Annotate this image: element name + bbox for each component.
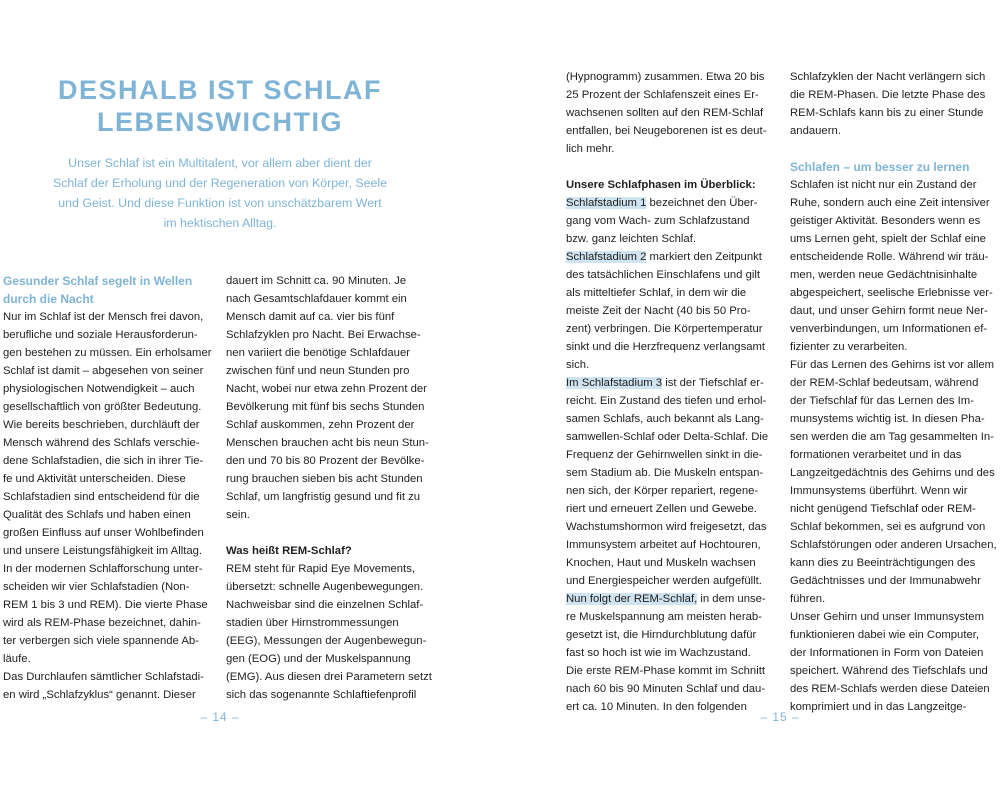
text-line: funktionieren dabei wie ein Computer, <box>790 629 980 641</box>
text-line: sem Stadium ab. Die Muskeln entspan- <box>566 467 764 479</box>
text-line: sich das sogenannte Schlaftiefenprofil <box>226 689 417 701</box>
text-line: Wachstumshormon wird freigesetzt, das <box>566 521 767 533</box>
title-line-1: DESHALB IST SCHLAF <box>58 75 382 105</box>
text-line: Immunsystem arbeitet auf Hochtouren, <box>566 539 761 551</box>
stage-1-text: bezeichnet den Über- <box>646 197 758 209</box>
text-line: REM 1 bis 3 und REM). Die vierte Phase <box>3 599 208 611</box>
text-line: Die erste REM-Phase kommt im Schnitt <box>566 665 766 677</box>
text-line: stadien über Hirnstrommessungen <box>226 617 399 629</box>
intro-lead <box>48 153 392 233</box>
text-line: großen Einfluss auf unser Wohlbefinden <box>3 527 204 539</box>
section-heading-phases: Unsere Schlafphasen im Überblick: <box>566 179 756 191</box>
text-line: reicht. Ein Zustand des tiefen und erhol- <box>566 395 767 407</box>
text-line: Gedächtnisses und der Immunabwehr <box>790 575 981 587</box>
text-line: Mensch damit auf ca. vier bis fünf <box>226 311 395 323</box>
text-line: wachsenen sollten auf den REM-Schlaf <box>566 107 764 119</box>
text-line: die REM-Phasen. Die letzte Phase des <box>790 89 986 101</box>
stage-1-lead <box>566 194 778 212</box>
highlight-stage-1: Schlafstadium 1 <box>566 197 647 209</box>
text-line: nen sich, der Körper repariert, regene- <box>566 485 759 497</box>
text-line: Unser Gehirn und unser Immunsystem <box>790 611 985 623</box>
text-line: Immunsystems überführt. Wenn wir <box>790 485 968 497</box>
text-line: lich mehr. <box>566 143 615 155</box>
text-line: (EMG). Aus diesen drei Parametern setzt <box>226 671 432 683</box>
text-line: Bevölkerung mit fünf bis sechs Stunden <box>226 401 425 413</box>
text-line: Schlafzyklen der Nacht verlängern sich <box>790 71 986 83</box>
highlight-stage-3: Im Schlafstadium 3 <box>566 377 663 389</box>
left-page <box>0 0 440 800</box>
text-line: den und 70 bis 80 Prozent der Bevölke- <box>226 455 425 467</box>
text-line: andauern. <box>790 125 841 137</box>
right-column-2 <box>790 68 1000 716</box>
text-line: Frequenz der Gehirnwellen sinkt in die- <box>566 449 763 461</box>
text-line: zent) verbringen. Die Körpertemperatur <box>566 323 763 335</box>
lead-line: und Geist. Und diese Funktion ist von unschätzbarem Wert <box>58 196 382 210</box>
text-line: speichert. Während des Tiefschlafs und <box>790 665 988 677</box>
text-line: sinkt und die Herzfrequenz verlangsamt <box>566 341 766 353</box>
text-line: REM-Schlafs kann bis zu einer Stunde <box>790 107 984 119</box>
text-line: als mitteltiefer Schlaf, in dem wir die <box>566 287 747 299</box>
rem-text: in dem unse- <box>697 593 766 605</box>
highlight-rem: Nun folgt der REM-Schlaf, <box>566 593 698 605</box>
text-line: (Hypnogramm) zusammen. Etwa 20 bis <box>566 71 765 83</box>
text-line: In der modernen Schlafforschung unter- <box>3 563 203 575</box>
text-line: Wie bereits beschrieben, durchläuft der <box>3 419 200 431</box>
text-line: Nacht, wobei nur etwa zehn Prozent der <box>226 383 427 395</box>
text-line: der Informationen in Form von Dateien <box>790 647 984 659</box>
text-line: rung brauchen sieben bis acht Stunden <box>226 473 423 485</box>
text-line: kann dies zu Beeinträchtigungen des <box>790 557 976 569</box>
text-line: übersetzt: schnelle Augenbewegungen. <box>226 581 424 593</box>
text-line: gang vom Wach- zum Schlafzustand <box>566 215 750 227</box>
rem-lead <box>566 590 778 608</box>
text-line: gen (EOG) und der Muskelspannung <box>226 653 411 665</box>
text-line: dauert im Schnitt ca. 90 Minuten. Je <box>226 275 407 287</box>
text-line: Schlaf bekommen, sei es aufgrund von <box>790 521 986 533</box>
text-line: Das Durchlaufen sämtlicher Schlafstadi- <box>3 671 204 683</box>
text-line: Nur im Schlaf ist der Mensch frei davon, <box>3 311 204 323</box>
text-line: zwischen fünf und neun Stunden pro <box>226 365 410 377</box>
text-line: nach 60 bis 90 Minuten Schlaf und dau- <box>566 683 766 695</box>
text-line: wird als REM-Phase bezeichnet, dahin- <box>3 617 201 629</box>
text-line: Schlaf ist damit – abgesehen von seiner <box>3 365 204 377</box>
highlight-stage-2: Schlafstadium 2 <box>566 251 647 263</box>
text-line: berufliche und soziale Herausforderun- <box>3 329 198 341</box>
text-line: geistiger Aktivität. Besonders wenn es <box>790 215 981 227</box>
text-line: fast so hoch ist wie im Wachzustand. <box>566 647 751 659</box>
right-page <box>560 0 1000 800</box>
text-line: gesetzt ist, die Hirndurchblutung dafür <box>566 629 757 641</box>
text-line: abgespeichert, seelische Erlebnisse ver- <box>790 287 993 299</box>
text-line: entscheidende Rolle. Während wir träu- <box>790 251 989 263</box>
text-line: des REM-Schlafs werden diese Dateien <box>790 683 990 695</box>
text-line: Knochen, Haut und Muskeln wachsen <box>566 557 756 569</box>
text-line: venverbindungen, um Informationen ef- <box>790 323 988 335</box>
stage-3-lead <box>566 374 778 392</box>
text-line: meiste Zeit der Nacht (40 bis 50 Pro- <box>566 305 751 317</box>
text-line: Schlafzyklen pro Nacht. Bei Erwachse- <box>226 329 421 341</box>
text-line: Für das Lernen des Gehirns ist vor allem <box>790 359 995 371</box>
text-line: nen variiert die benötige Schlafdauer <box>226 347 411 359</box>
text-line: Schlafstadien sind entscheidend für die <box>3 491 200 503</box>
text-line: Nachweisbar sind die einzelnen Schlaf- <box>226 599 424 611</box>
text-line: sen werden die am Tag gesammelten In- <box>790 431 994 443</box>
text-line: fizienter zu verarbeiten. <box>790 341 908 353</box>
text-line: riert und erneuert Zellen und Gewebe. <box>566 503 757 515</box>
text-line: Ruhe, sondern auch eine Zeit intensiver <box>790 197 990 209</box>
page-number-left: – 14 – <box>200 710 240 724</box>
text-line: entfallen, bei Neugeborenen ist es deut- <box>566 125 767 137</box>
text-line: Mensch während des Schlafs verschie- <box>3 437 200 449</box>
lead-line: Schlaf der Erholung und der Regeneration von Körper, Seele <box>52 176 388 190</box>
text-line: Langzeitgedächtnis des Gehirns und des <box>790 467 995 479</box>
text-line: läufe. <box>3 653 31 665</box>
section-heading-line: Gesunder Schlaf segelt in Wellen <box>3 274 193 288</box>
text-line: Schlafstörungen oder anderen Ursachen, <box>790 539 997 551</box>
text-line: men, werden neue Gedächtnisinhalte <box>790 269 978 281</box>
left-column-2 <box>226 272 438 704</box>
stage-2-lead <box>566 248 778 266</box>
text-line: en wird „Schlafzyklus“ genannt. Dieser <box>3 689 196 701</box>
section-heading-rem: Was heißt REM-Schlaf? <box>226 545 352 557</box>
title-line-2: LEBENSWICHTIG <box>97 107 343 137</box>
lead-line: Unser Schlaf ist ein Multitalent, vor allem aber dient der <box>68 156 372 170</box>
text-line: sich. <box>566 359 590 371</box>
text-line: ter verbergen sich viele spannende Ab- <box>3 635 199 647</box>
text-line: gesellschaftlich von größter Bedeutung. <box>3 401 202 413</box>
text-line: Menschen brauchen acht bis neun Stun- <box>226 437 429 449</box>
text-line: und Energiespeicher werden aufgefüllt. <box>566 575 762 587</box>
text-line: der REM-Schlaf bedeutsam, während <box>790 377 979 389</box>
text-line: ums Lernen geht, spielt der Schlaf eine <box>790 233 986 245</box>
text-line: dene Schlafstadien, die sich in ihrer Tie- <box>3 455 204 467</box>
right-column-1 <box>566 68 778 716</box>
text-line: munsystems wichtig ist. In diesen Pha- <box>790 413 985 425</box>
text-line: Schlaf, um langfristig gesund und fit zu <box>226 491 421 503</box>
text-line: formationen verarbeitet und in das <box>790 449 962 461</box>
page-number-right: – 15 – <box>760 710 800 724</box>
text-line: Schlaf auskommen, zehn Prozent der <box>226 419 415 431</box>
text-line: re Muskelspannung am meisten herab- <box>566 611 762 623</box>
text-line: ert ca. 10 Minuten. In den folgenden <box>566 701 747 713</box>
section-heading-line: durch die Nacht <box>3 292 94 306</box>
text-line: REM steht für Rapid Eye Movements, <box>226 563 415 575</box>
text-line: 25 Prozent der Schlafenszeit eines Er- <box>566 89 759 101</box>
text-line: Qualität des Schlafs und haben einen <box>3 509 191 521</box>
text-line: Schlafen ist nicht nur ein Zustand der <box>790 179 977 191</box>
text-line: physiologischen Notwendigkeit – auch <box>3 383 195 395</box>
left-column-1 <box>3 272 215 704</box>
stage-3-text: ist der Tiefschlaf er- <box>662 377 764 389</box>
text-line: samwellen-Schlaf oder Delta-Schlaf. Die <box>566 431 769 443</box>
text-line: nach Gesamtschlafdauer kommt ein <box>226 293 407 305</box>
text-line: und unsere Leistungsfähigkeit im Alltag. <box>3 545 203 557</box>
section-heading-learning: Schlafen – um besser zu lernen <box>790 160 970 174</box>
page-title <box>50 74 390 138</box>
text-line: fe und Aktivität unterscheiden. Diese <box>3 473 186 485</box>
text-line: daut, und unser Gehirn formt neue Ner- <box>790 305 988 317</box>
text-line: führen. <box>790 593 826 605</box>
text-line: der Tiefschlaf für das Lernen des Im- <box>790 395 974 407</box>
text-line: komprimiert und in das Langzeitge- <box>790 701 967 713</box>
text-line: nicht genügend Tiefschlaf oder REM- <box>790 503 976 515</box>
text-line: scheiden wir vier Schlafstadien (Non- <box>3 581 190 593</box>
text-line: bzw. ganz leichten Schlaf. <box>566 233 696 245</box>
text-line: samen Schlafs, auch bekannt als Lang- <box>566 413 764 425</box>
stage-2-text: markiert den Zeitpunkt <box>646 251 762 263</box>
text-line: (EEG), Messungen der Augenbewegun- <box>226 635 427 647</box>
text-line: gen bestehen zu müssen. Ein erholsamer <box>3 347 212 359</box>
lead-line: im hektischen Alltag. <box>163 216 277 230</box>
text-line: sein. <box>226 509 250 521</box>
text-line: des tatsächlichen Einschlafens und gilt <box>566 269 761 281</box>
